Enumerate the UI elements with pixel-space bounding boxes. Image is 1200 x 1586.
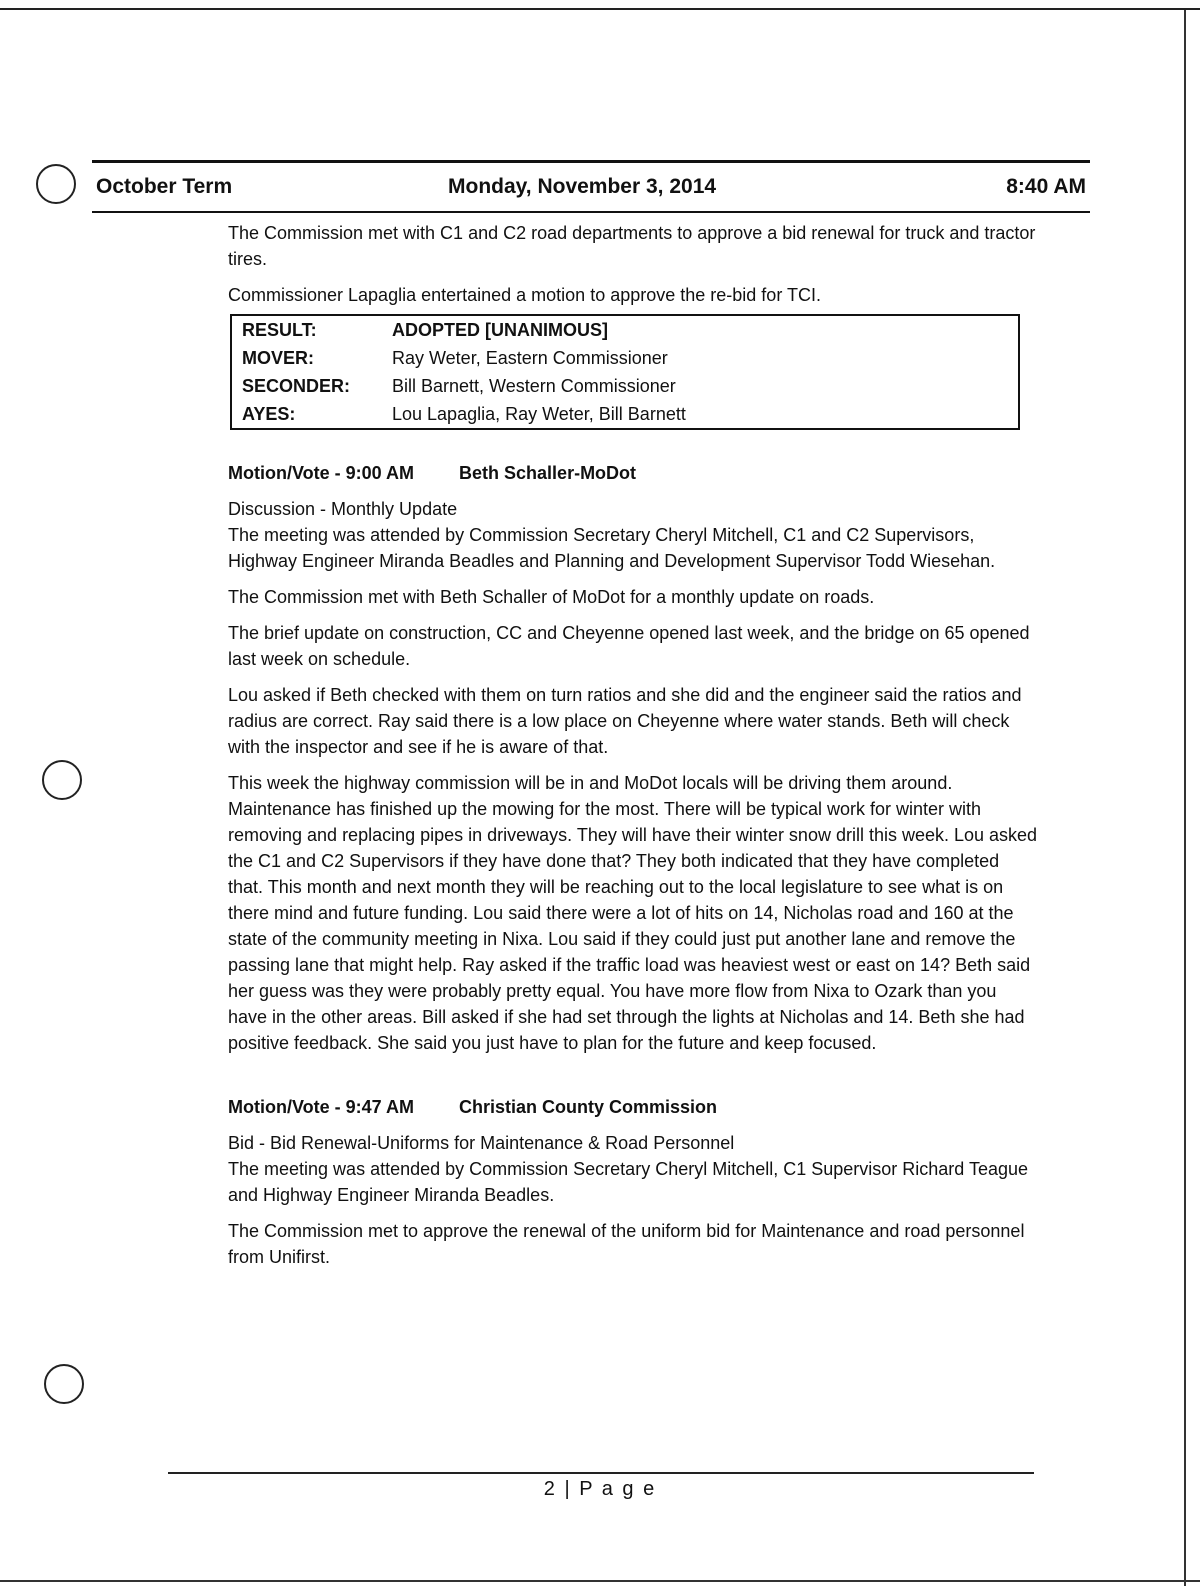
- section2-para3: Lou asked if Beth checked with them on turn ratios and she did and the engineer said the ratios and radius are correct. Ray said there is a low place on Cheyenne where water stands. Beth will check with the inspector and see if he is aware of that.: [228, 685, 1022, 757]
- result-value: ADOPTED [UNANIMOUS]: [392, 320, 608, 340]
- footer-page-number: 2 | P a g e: [543, 1478, 657, 1500]
- section3-attendance: The meeting was attended by Commission Secretary Cheryl Mitchell, C1 Supervisor Richard Teague and Highway Engineer Miranda Beadles.: [228, 1159, 1029, 1205]
- section2-motion-subject: Beth Schaller-MoDot: [459, 463, 637, 483]
- mover-row: [231, 344, 1019, 372]
- section3-para1: The Commission met to approve the renewal of the uniform bid for Maintenance and road personnel from Unifirst.: [228, 1221, 1025, 1267]
- mover-label: MOVER:: [242, 348, 314, 368]
- section3-motion-label: Motion/Vote -: [228, 1097, 341, 1117]
- section3-bid: Bid - Bid Renewal-Uniforms for Maintenance & Road Personnel: [228, 1133, 735, 1153]
- ayes-label: AYES:: [242, 404, 296, 424]
- punch-hole-bottom: [44, 1364, 84, 1404]
- section2-motion-time: 9:00 AM: [345, 463, 415, 483]
- seconder-label: SECONDER:: [242, 376, 351, 396]
- page-header: [92, 160, 1090, 213]
- result-label: RESULT:: [242, 320, 317, 340]
- seconder-row: [231, 372, 1019, 400]
- footer-rule: [168, 1472, 1034, 1474]
- header-term: October Term: [96, 175, 233, 198]
- section2-attendance: The meeting was attended by Commission Secretary Cheryl Mitchell, C1 and C2 Supervisors, Highway Engineer Miranda Beadles and Planning and Development Supervisor Todd Wiesehan.: [228, 525, 996, 571]
- ayes-row: [231, 400, 1019, 429]
- section2-para2: The brief update on construction, CC and Cheyenne opened last week, and the bridge on 65 opened last week on schedule.: [228, 623, 1030, 669]
- header-time: 8:40 AM: [1006, 175, 1086, 198]
- ayes-value: Lou Lapaglia, Ray Weter, Bill Barnett: [392, 404, 686, 424]
- mover-value: Ray Weter, Eastern Commissioner: [392, 348, 668, 368]
- section1-para2: Commissioner Lapaglia entertained a motion to approve the re-bid for TCI.: [228, 285, 821, 305]
- scan-edge-top: [0, 8, 1200, 10]
- punch-hole-top: [36, 164, 76, 204]
- punch-hole-middle: [42, 760, 82, 800]
- section3-motion-heading: [228, 1094, 1038, 1120]
- section2-para4: This week the highway commission will be in and MoDot locals will be driving them around. Maintenance has finished up the mowing for the most. There will be typical work for winter with removing and replacing pipes in driveways. They will have their winter snow drill this week. Lou asked the C1 and C2 Supervisors if they have done that? They both indicated that they have completed that. This month and next month they will be reaching out to the local legislature to see what is on there mind and future funding. Lou said there were a lot of hits on 14, Nicholas road and 160 at the state of the community meeting in Nixa. Lou said if they could just put another lane and remove the passing lane that might help. Ray asked if the traffic load was heaviest west or east on 14? Beth said her guess was they were probably pretty equal. You have more flow from Nixa to Ozark than you have in the other areas. Bill asked if she had set through the lights at Nicholas and 14. Beth she had positive feedback. She said you just have to plan for the future and keep focused.: [228, 773, 1038, 1053]
- section3-motion-subject: Christian County Commission: [459, 1097, 718, 1117]
- section2-motion-heading: [228, 460, 1038, 486]
- scan-edge-bottom: [0, 1580, 1200, 1582]
- seconder-value: Bill Barnett, Western Commissioner: [392, 376, 676, 396]
- result-row: [231, 315, 1019, 344]
- section-spacer: [228, 1066, 1038, 1094]
- section2-para1: The Commission met with Beth Schaller of MoDot for a monthly update on roads.: [228, 587, 875, 607]
- section2-discussion: Discussion - Monthly Update: [228, 499, 458, 519]
- vote-result-table: [230, 314, 1020, 430]
- section1-para1: The Commission met with C1 and C2 road departments to approve a bid renewal for truck and tractor tires.: [228, 223, 1036, 269]
- minutes-content: [228, 220, 1038, 1280]
- header-date: Monday, November 3, 2014: [448, 175, 717, 198]
- scan-edge-right: [1184, 10, 1186, 1586]
- section3-motion-time: 9:47 AM: [345, 1097, 415, 1117]
- section2-motion-label: Motion/Vote -: [228, 463, 341, 483]
